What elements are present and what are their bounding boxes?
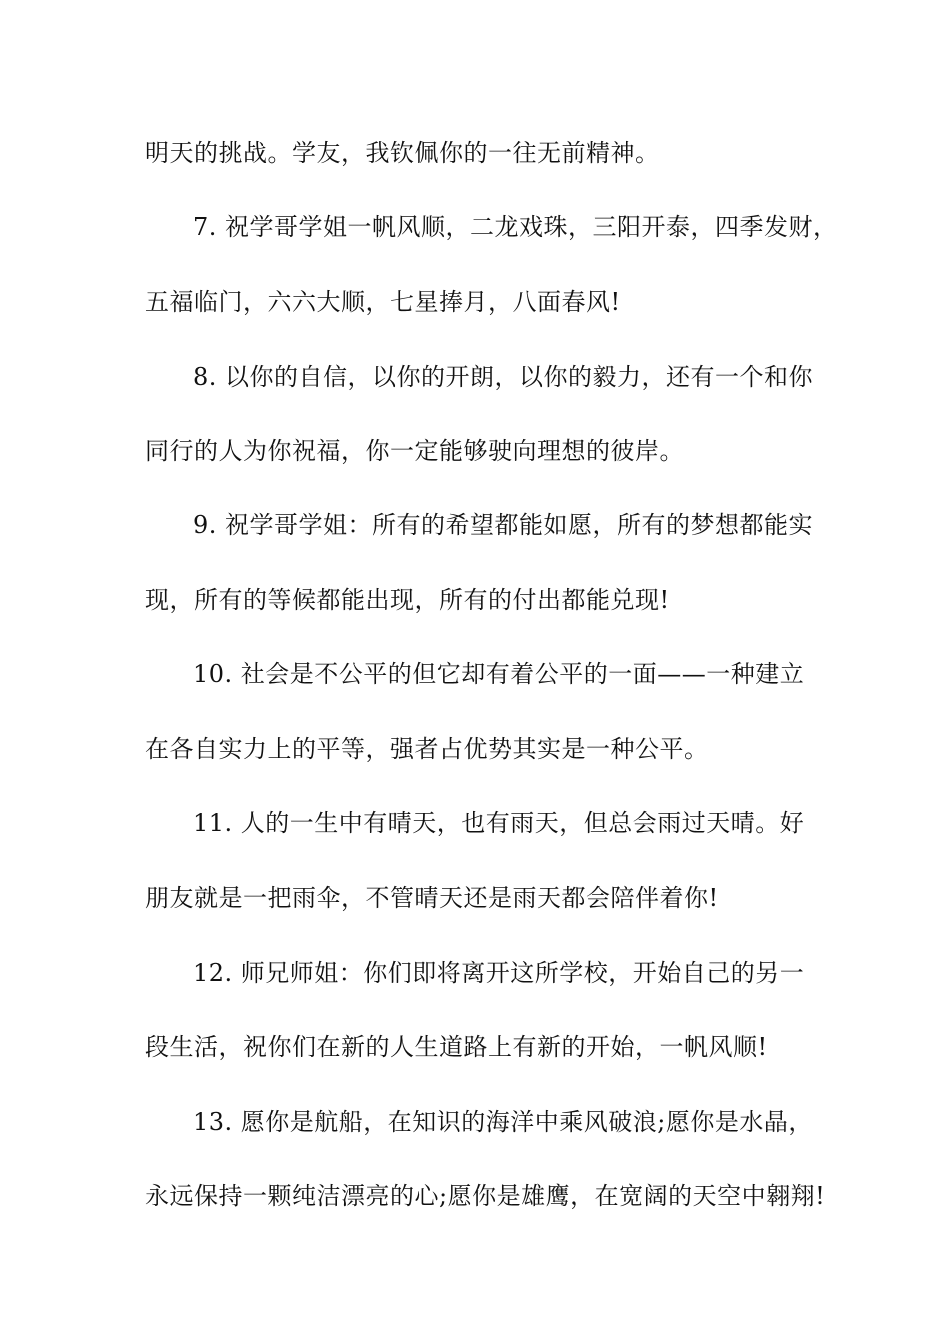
- text-line-item-13-start: 13. 愿你是航船，在知识的海洋中乘风破浪;愿你是水晶，: [193, 1108, 813, 1136]
- text-line-item-7-start: 7. 祝学哥学姐一帆风顺，二龙戏珠，三阳开泰，四季发财，: [193, 213, 838, 241]
- text-line-item-11-start: 11. 人的一生中有晴天，也有雨天，但总会雨过天晴。好: [193, 809, 805, 837]
- text-line-item-10-end: 在各自实力上的平等，强者占优势其实是一种公平。: [145, 735, 709, 763]
- text-line-item-9-end: 现，所有的等候都能出现，所有的付出都能兑现!: [145, 586, 670, 614]
- text-line-item-10-start: 10. 社会是不公平的但它却有着公平的一面——一种建立: [193, 660, 805, 688]
- text-line-item-9-start: 9. 祝学哥学姐：所有的希望都能如愿，所有的梦想都能实: [193, 511, 814, 539]
- text-line-item-8-end: 同行的人为你祝福，你一定能够驶向理想的彼岸。: [145, 437, 684, 465]
- text-line-item-12-start: 12. 师兄师姐：你们即将离开这所学校，开始自己的另一: [193, 959, 805, 987]
- text-line-item-12-end: 段生活，祝你们在新的人生道路上有新的开始，一帆风顺!: [145, 1033, 768, 1061]
- text-line-item-7-end: 五福临门，六六大顺，七星捧月，八面春风!: [145, 288, 621, 316]
- text-line-item-13-end: 永远保持一颗纯洁漂亮的心;愿你是雄鹰，在宽阔的天空中翱翔!: [145, 1182, 826, 1210]
- text-line-item-8-start: 8. 以你的自信，以你的开朗，以你的毅力，还有一个和你: [193, 363, 814, 391]
- text-line-item-11-end: 朋友就是一把雨伞，不管晴天还是雨天都会陪伴着你!: [145, 884, 719, 912]
- text-line-1: 明天的挑战。学友，我钦佩你的一往无前精神。: [145, 139, 660, 167]
